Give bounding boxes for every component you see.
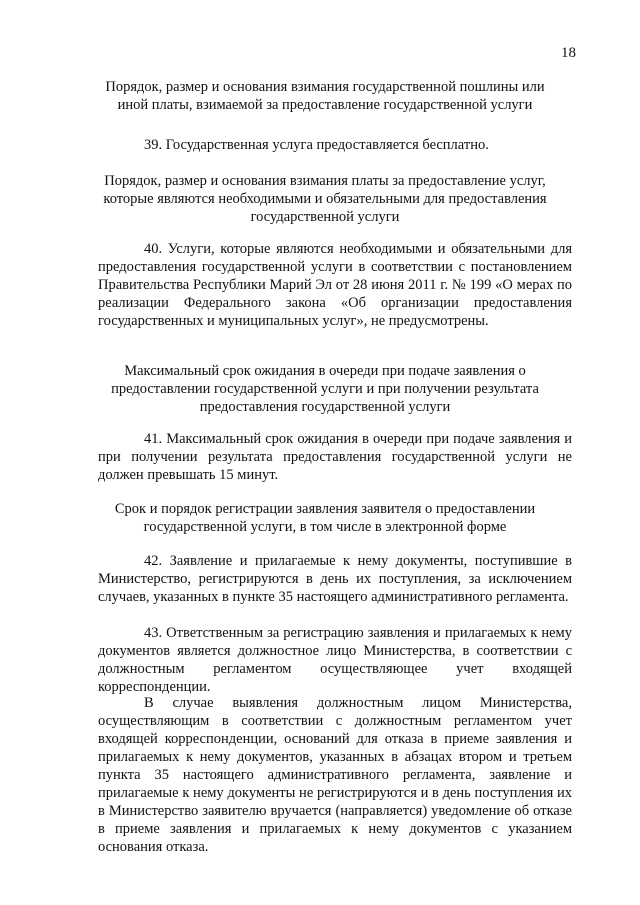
paragraph-43: 43. Ответственным за регистрацию заявления и прилагаемых к нему документов является должностное лицо Министерства, в соответствии с должностным регламентом осуществляющее учет входящей корреспонденции.	[98, 625, 572, 695]
page-number: 18	[561, 45, 576, 61]
section-heading-fee: Порядок, размер и основания взимания государственной пошлины или иной платы, взимаемой за предоставление государственной услуги	[105, 79, 545, 113]
paragraph-40: 40. Услуги, которые являются необходимыми и обязательными для предоставления государственной услуги в соответствии с постановлением Правительства Республики Марий Эл от 28 июня 2011 г. № 199 «О мерах по реализации Федерального закона «Об организации предоставления государственных и муниципальных услуг», не предусмотрены.	[98, 241, 572, 329]
paragraph-41: 41. Максимальный срок ожидания в очереди при подаче заявления и при получении результата предоставления государственной услуги не должен превышать 15 минут.	[98, 431, 572, 483]
section-heading-queue-time: Максимальный срок ожидания в очереди при подаче заявления о предоставлении государственной услуги и при получении результата предоставления государственной услуги	[111, 363, 539, 415]
section-heading-registration: Срок и порядок регистрации заявления заявителя о предоставлении государственной услуги, в том числе в электронной форме	[114, 501, 536, 535]
paragraph-39: 39. Государственная услуга предоставляется бесплатно.	[144, 137, 489, 153]
section-heading-required-services: Порядок, размер и основания взимания платы за предоставление услуг, которые являются необходимыми и обязательными для предоставления государственной услуги	[103, 173, 547, 225]
paragraph-42: 42. Заявление и прилагаемые к нему документы, поступившие в Министерство, регистрируются в день их поступления, за исключением случаев, указанных в пункте 35 настоящего административного регламента.	[98, 553, 572, 605]
paragraph-43-continuation: В случае выявления должностным лицом Министерства, осуществляющим в соответствии с должностным регламентом учет входящей корреспонденции, оснований для отказа в приеме заявления и прилагаемых к нему документов, указанных в абзацах втором и третьем пункта 35 настоящего административного регламента, заявление и прилагаемые к нему документы не регистрируются и в день поступления их в Министерство заявителю вручается (направляется) уведомление об отказе в приеме заявления и прилагаемых к нему документов с указанием основания отказа.	[98, 695, 572, 855]
